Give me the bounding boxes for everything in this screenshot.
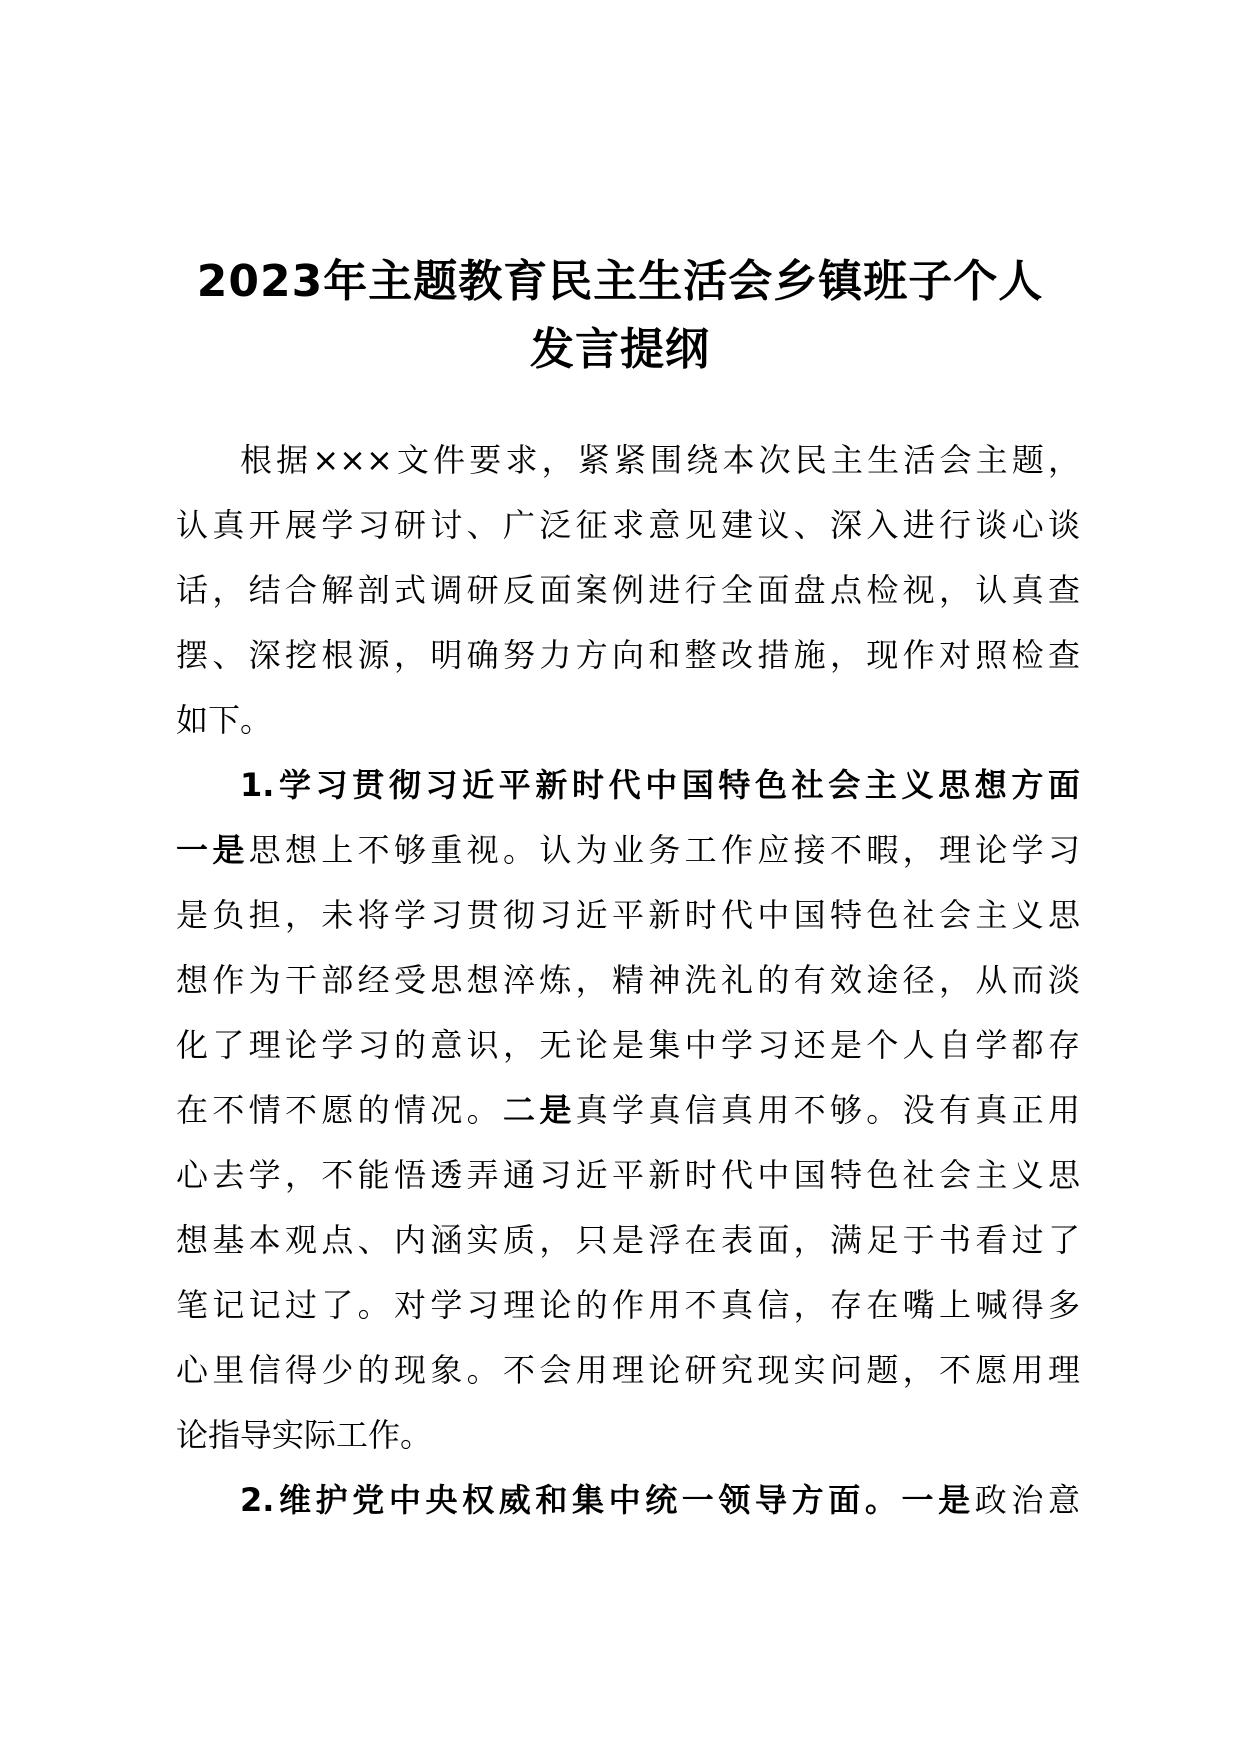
section-2-heading-bold: 2.维护党中央权威和集中统一领导方面。一是 bbox=[240, 1481, 975, 1519]
document-body bbox=[176, 428, 1080, 1533]
intro-line: 认真开展学习研讨、广泛征求意见建议、深入进行谈心谈 bbox=[176, 506, 1080, 544]
section-1-heading: 1.学习贯彻习近平新时代中国特色社会主义思想方面 bbox=[240, 766, 1080, 804]
section-1-line: 想基本观点、内涵实质，只是浮在表面，满足于书看过了 bbox=[176, 1221, 1080, 1259]
section-1-line: 是负担，未将学习贯彻习近平新时代中国特色社会主义思 bbox=[176, 896, 1080, 934]
title-line-1: 2023年主题教育民主生活会乡镇班子个人 bbox=[196, 256, 1044, 307]
title-line-2: 发言提纲 bbox=[530, 324, 710, 375]
point-two-label: 二是 bbox=[502, 1091, 576, 1129]
section-1-line: 心里信得少的现象。不会用理论研究现实问题，不愿用理 bbox=[176, 1351, 1080, 1389]
point-one-tail: 在不情不愿的情况。 bbox=[176, 1091, 503, 1129]
section-1-line: 化了理论学习的意识，无论是集中学习还是个人自学都存 bbox=[176, 1026, 1080, 1064]
section-1-line bbox=[176, 1078, 1080, 1143]
intro-line: 摆、深挖根源，明确努力方向和整改措施，现作对照检查 bbox=[176, 636, 1080, 674]
section-1-line: 想作为干部经受思想淬炼，精神洗礼的有效途径，从而淡 bbox=[176, 961, 1080, 999]
section-2-heading bbox=[176, 1468, 1080, 1533]
section-2-heading-text: 政治意 bbox=[974, 1481, 1080, 1519]
intro-line: 如下。 bbox=[176, 701, 273, 739]
section-1-line bbox=[176, 818, 1080, 883]
point-one-text: 思想上不够重视。认为业务工作应接不暇，理论学习 bbox=[248, 831, 1080, 869]
section-1-line: 论指导实际工作。 bbox=[176, 1416, 433, 1454]
document-title bbox=[160, 248, 1080, 384]
section-1-line: 心去学，不能悟透弄通习近平新时代中国特色社会主义思 bbox=[176, 1156, 1080, 1194]
intro-line: 根据×××文件要求，紧紧围绕本次民主生活会主题， bbox=[240, 441, 1080, 479]
intro-line: 话，结合解剖式调研反面案例进行全面盘点检视，认真查 bbox=[176, 571, 1080, 609]
point-one-label: 一是 bbox=[176, 831, 249, 869]
section-1-line: 笔记记过了。对学习理论的作用不真信，存在嘴上喊得多 bbox=[176, 1286, 1080, 1324]
point-two-text: 真学真信真用不够。没有真正用 bbox=[575, 1091, 1080, 1129]
